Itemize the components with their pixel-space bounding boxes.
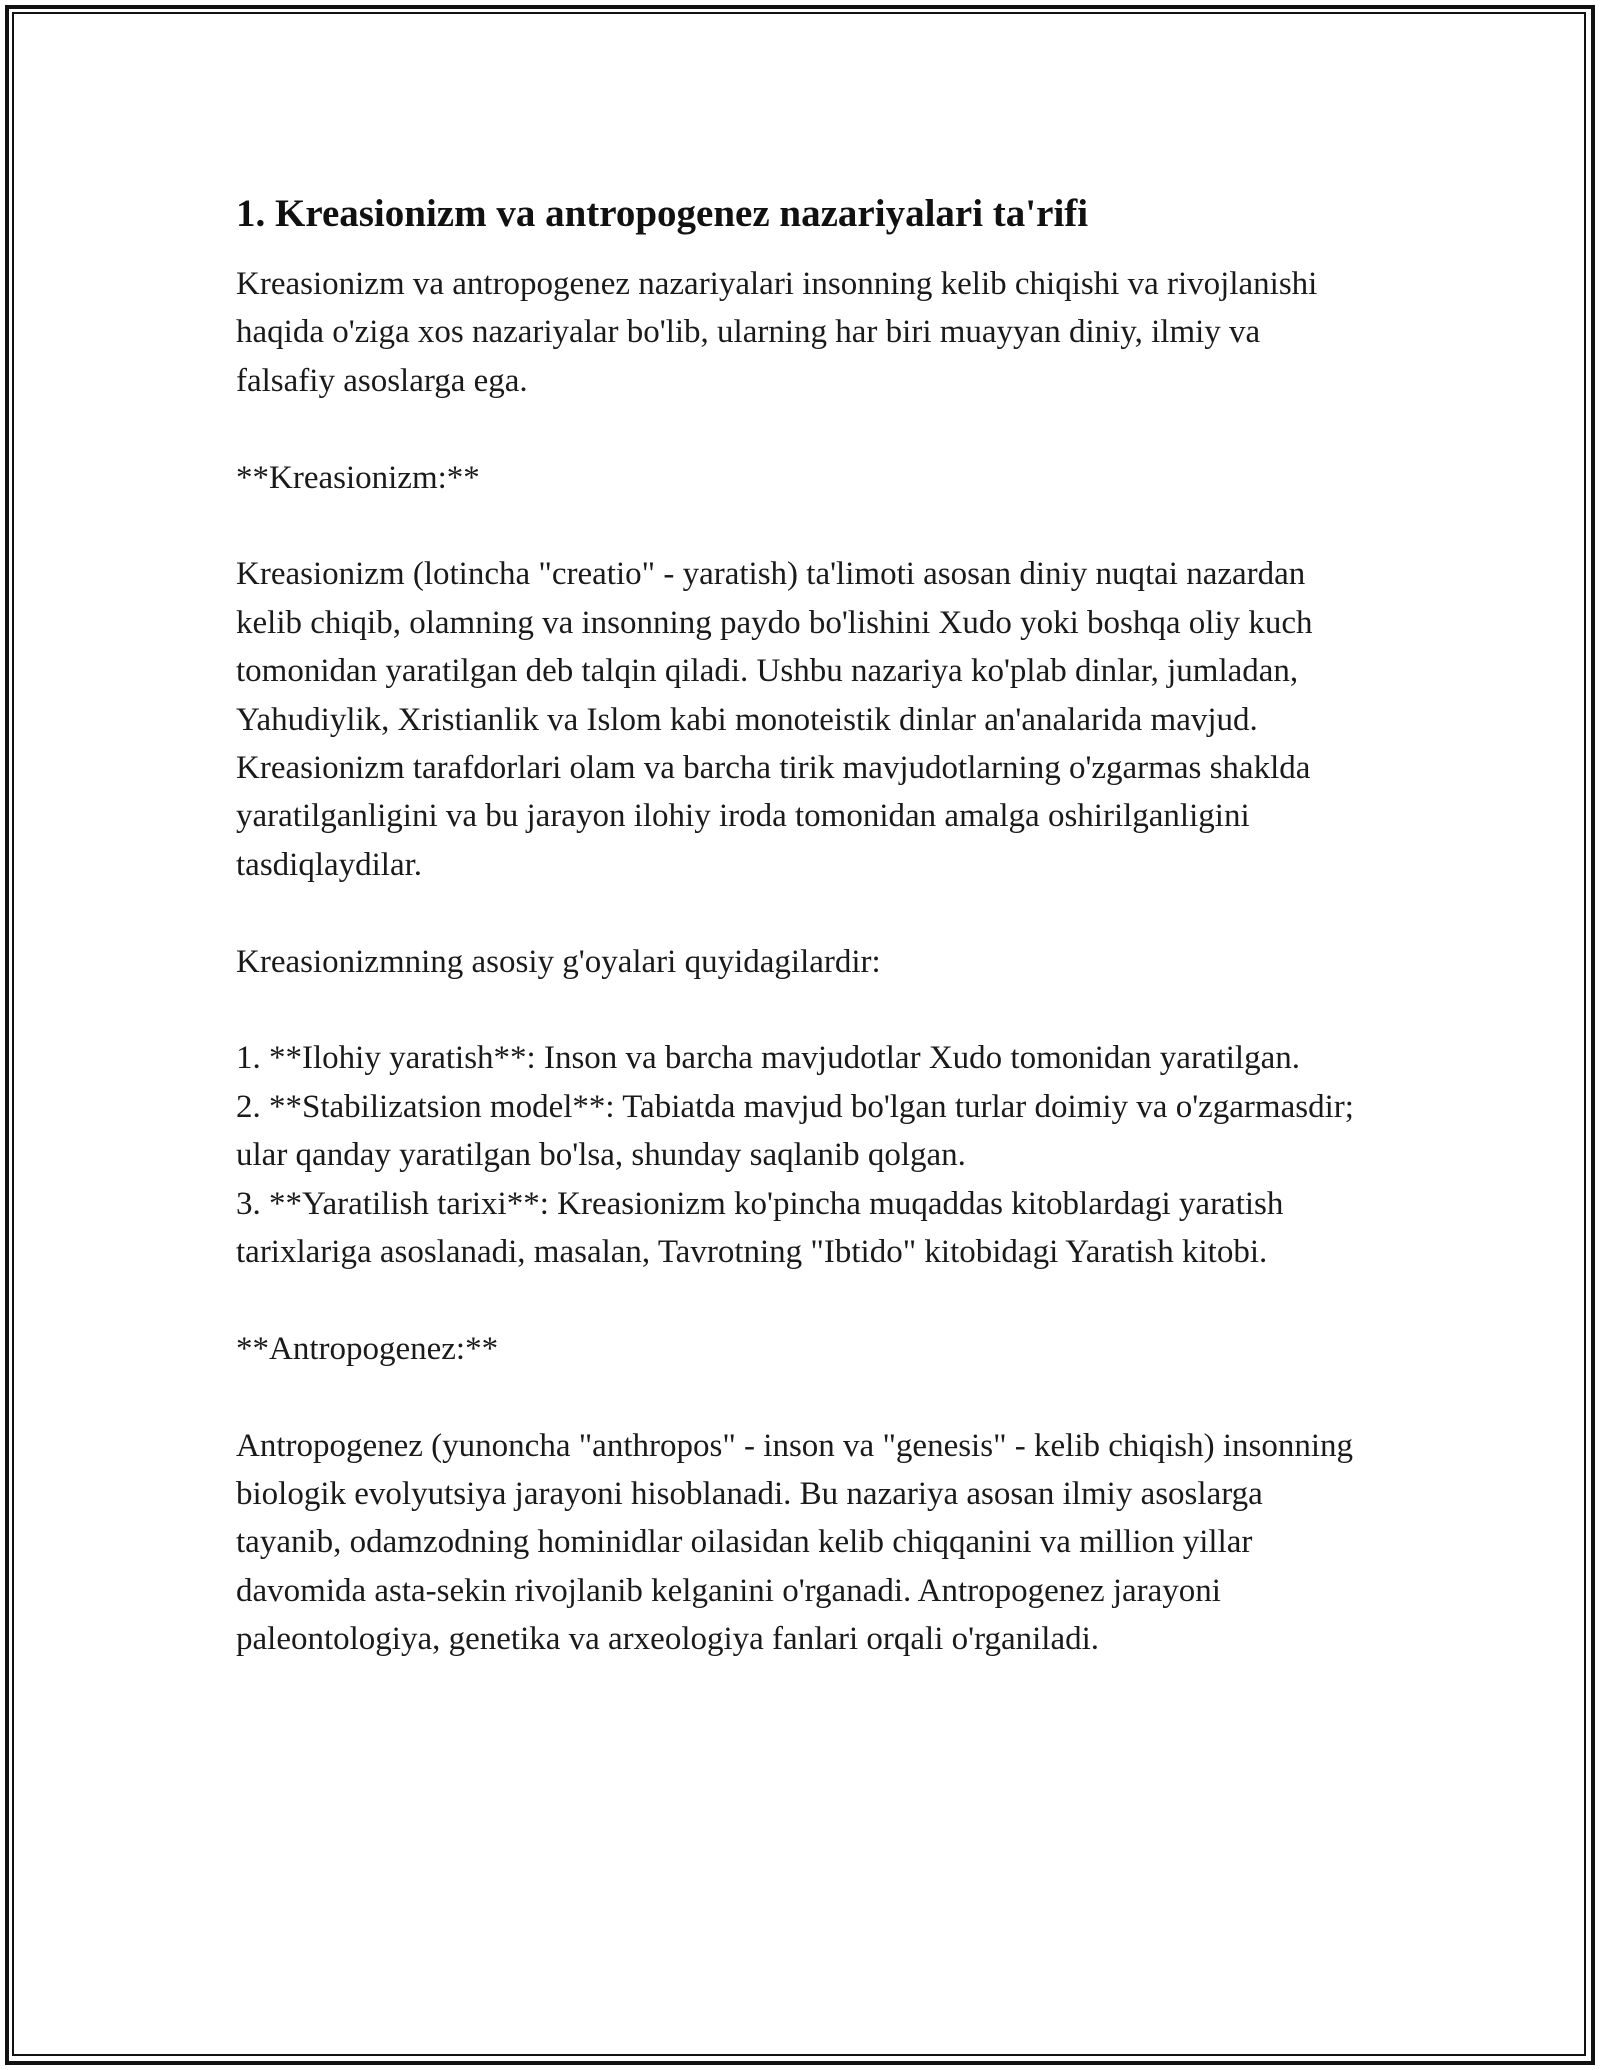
paragraph-spacer <box>236 986 1366 1034</box>
intro-paragraph: Kreasionizm va antropogenez nazariyalari insonning kelib chiqishi va rivojlanishi haqida o'ziga xos nazariyalar bo'lib, ularning har biri muayyan diniy, ilmiy va falsafiy asoslarga ega. <box>236 266 1318 399</box>
ideas-list-item: 2. **Stabilizatsion model**: Tabiatda mavjud bo'lgan turlar doimiy va o'zgarmasdir; ular qanday yaratilgan bo'lsa, shunday saqlanib qolgan. <box>236 1088 1354 1174</box>
ideas-list-item: 1. **Ilohiy yaratish**: Inson va barcha mavjudotlar Xudo tomonidan yaratilgan. <box>236 1040 1300 1077</box>
ideas-list <box>236 1034 1366 1276</box>
paragraph-spacer <box>236 1373 1366 1421</box>
paragraph-spacer <box>236 405 1366 453</box>
document-title: 1. Kreasionizm va antropogenez nazariyalari ta'rifi <box>236 192 1089 235</box>
paragraph-spacer <box>236 502 1366 550</box>
ideas-list-item: 3. **Yaratilish tarixi**: Kreasionizm ko'pincha muqaddas kitoblardagi yaratish tarixlariga asoslanadi, masalan, Tavrotning "Ibtido" kitobidagi Yaratish kitobi. <box>236 1185 1284 1271</box>
kreasionizm-paragraph: Kreasionizm (lotincha "creatio" - yaratish) ta'limoti asosan diniy nuqtai nazardan kelib chiqib, olamning va insonning paydo bo'lishini Xudo yoki boshqa oliy kuch tomonidan yaratilgan deb talqin qiladi. Ushbu nazariya ko'plab dinlar, jumladan, Yahudiylik, Xristianlik va Islom kabi monoteistik dinlar an'analarida mavjud. Kreasionizm tarafdorlari olam va barcha tirik mavjudotlarning o'zgarmas shaklda yaratilganligini va bu jarayon ilohiy iroda tomonidan amalga oshirilganligini tasdiqlaydilar. <box>236 556 1313 883</box>
kreasionizm-heading: **Kreasionizm:** <box>236 459 480 496</box>
antropogenez-paragraph: Antropogenez (yunoncha "anthropos" - inson va "genesis" - kelib chiqish) insonning biologik evolyutsiya jarayoni hisoblanadi. Bu nazariya asosan ilmiy asoslarga tayanib, odamzodning hominidlar oilasidan kelib chiqqanini va million yillar davomida asta-sekin rivojlanib kelganini o'rganadi. Antropogenez jarayoni paleontologiya, genetika va arxeologiya fanlari orqali o'rganiladi. <box>236 1427 1354 1658</box>
antropogenez-heading: **Antropogenez:** <box>236 1330 499 1367</box>
document-body <box>236 188 1366 1664</box>
paragraph-spacer <box>236 1276 1366 1324</box>
paragraph-spacer <box>236 889 1366 937</box>
ideas-intro: Kreasionizmning asosiy g'oyalari quyidagilardir: <box>236 943 881 980</box>
